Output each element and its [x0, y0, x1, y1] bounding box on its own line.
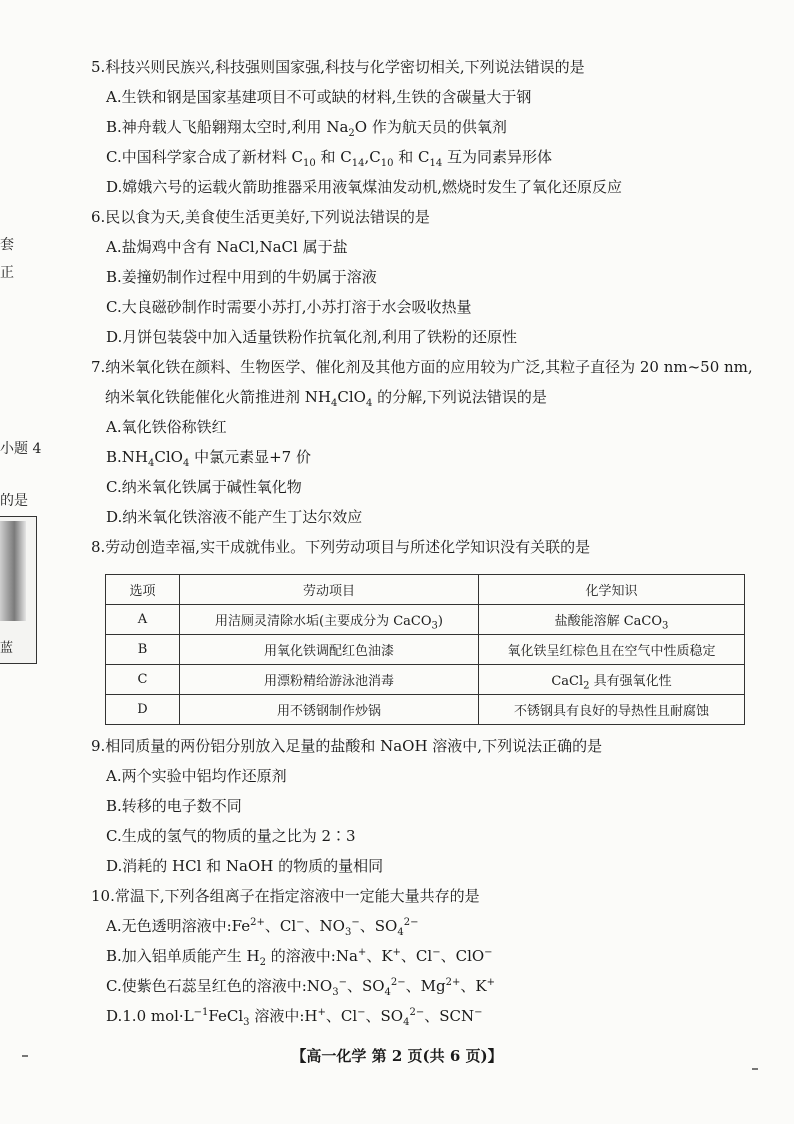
option-b: B.加入铝单质能产生 $H_2$ 的溶液中:Na+、K+、Cl−、ClO−	[106, 947, 493, 968]
question-6	[91, 202, 761, 352]
table-cell-knowledge: CaCl$_2$ 具有强氧化性	[479, 665, 745, 695]
question-stem: 9.相同质量的两份铝分别放入足量的盐酸和 NaOH 溶液中,下列说法正确的是	[91, 737, 603, 755]
option-b: B.转移的电子数不同	[106, 797, 242, 815]
question-7	[91, 352, 761, 532]
table-header: 化学知识	[479, 575, 745, 605]
option-b: B.神舟载人飞船翱翔太空时,利用 $Na_2O$ 作为航天员的供氧剂	[106, 118, 507, 139]
labor-table	[105, 574, 745, 725]
question-5	[91, 52, 761, 202]
option-c: C.使紫色石蕊呈红色的溶液中$:NO_3^-$、$SO_4^{2-}$、$Mg^{2+}$、K+	[106, 977, 495, 998]
option-b: B.姜撞奶制作过程中用到的牛奶属于溶液	[106, 268, 377, 286]
option-a: A.生铁和钢是国家基建项目不可或缺的材料,生铁的含碳量大于钢	[106, 88, 532, 106]
question-stem-continued: 纳米氧化铁能催化火箭推进剂 $NH_4ClO_4$ 的分解,下列说法错误的是	[105, 388, 547, 409]
table-row	[106, 695, 745, 725]
table-cell-knowledge: 不锈钢具有良好的导热性且耐腐蚀	[479, 695, 745, 725]
table-cell-task: 用不锈钢制作炒锅	[180, 695, 479, 725]
table-cell-knowledge: 盐酸能溶解 CaCO$_3$	[479, 605, 745, 635]
table-cell-task: 用氧化铁调配红色油漆	[180, 635, 479, 665]
scan-speck	[752, 1068, 758, 1070]
option-c: C.中国科学家合成了新材料 $C_{10}$ 和 $C_{14},C_{10}$ 和 $C_{14}$ 互为同素异形体	[106, 148, 552, 169]
table-row	[106, 665, 745, 695]
margin-fragment: 套	[0, 237, 14, 253]
option-d: D.纳米氧化铁溶液不能产生丁达尔效应	[106, 508, 363, 526]
table-cell-option: A	[106, 605, 180, 635]
option-a: A.两个实验中铝均作还原剂	[106, 767, 287, 785]
question-stem: 8.劳动创造幸福,实干成就伟业。下列劳动项目与所述化学知识没有关联的是	[91, 538, 591, 556]
table-header: 劳动项目	[180, 575, 479, 605]
margin-fragment: 小题 4	[0, 441, 42, 457]
table-cell-knowledge: 氧化铁呈红棕色且在空气中性质稳定	[479, 635, 745, 665]
margin-figure-image	[0, 521, 26, 621]
option-c: C.大良磁砂制作时需要小苏打,小苏打溶于水会吸收热量	[106, 298, 472, 316]
question-9	[91, 731, 761, 881]
option-a: A.无色透明溶液中$:Fe^{2+}$、Cl−、$NO_3^-$、$SO_4^{2-}$	[106, 917, 419, 938]
margin-fragment: 正	[0, 265, 14, 281]
option-b: $B.NH_4ClO_4$ 中氯元素显+7 价	[106, 448, 311, 469]
table-header: 选项	[106, 575, 180, 605]
question-10	[91, 881, 761, 1031]
option-d: D.嫦娥六号的运载火箭助推器采用液氧煤油发动机,燃烧时发生了氧化还原反应	[106, 178, 623, 196]
question-stem: 7.纳米氧化铁在颜料、生物医学、催化剂及其他方面的应用较为广泛,其粒子直径为 20 nm~50 nm,	[91, 358, 753, 376]
table-row	[106, 605, 745, 635]
question-stem: 10.常温下,下列各组离子在指定溶液中一定能大量共存的是	[91, 887, 480, 905]
margin-figure-fragment	[0, 516, 37, 664]
option-d: D.消耗的 HCl 和 NaOH 的物质的量相同	[106, 857, 384, 875]
table-cell-option: D	[106, 695, 180, 725]
option-c: C.生成的氢气的物质的量之比为 2∶3	[106, 827, 356, 845]
option-a: A.盐焗鸡中含有 NaCl,NaCl 属于盐	[106, 238, 348, 256]
question-list	[91, 52, 761, 1031]
table-header-row	[106, 575, 745, 605]
option-d: D.月饼包装袋中加入适量铁粉作抗氧化剂,利用了铁粉的还原性	[106, 328, 518, 346]
table-row	[106, 635, 745, 665]
margin-fragment: 蓝	[0, 641, 14, 656]
table-cell-task: 用漂粉精给游泳池消毒	[180, 665, 479, 695]
option-c: C.纳米氧化铁属于碱性氧化物	[106, 478, 302, 496]
table-cell-option: B	[106, 635, 180, 665]
table-cell-task: 用洁厕灵清除水垢(主要成分为 CaCO$_3$)	[180, 605, 479, 635]
page-footer: 【高一化学 第 2 页(共 6 页)】	[291, 1047, 503, 1065]
question-stem: 6.民以食为天,美食使生活更美好,下列说法错误的是	[91, 208, 430, 226]
margin-fragment: 的是	[0, 493, 28, 509]
option-a: A.氧化铁俗称铁红	[106, 418, 227, 436]
table-cell-option: C	[106, 665, 180, 695]
option-d: D.1.0 $mol\cdot L^{-1}FeCl_3$ 溶液中:H+、Cl−、$SO_4^{2-}$、SCN−	[106, 1007, 483, 1028]
question-8	[91, 532, 761, 725]
question-stem: 5.科技兴则民族兴,科技强则国家强,科技与化学密切相关,下列说法错误的是	[91, 58, 585, 76]
